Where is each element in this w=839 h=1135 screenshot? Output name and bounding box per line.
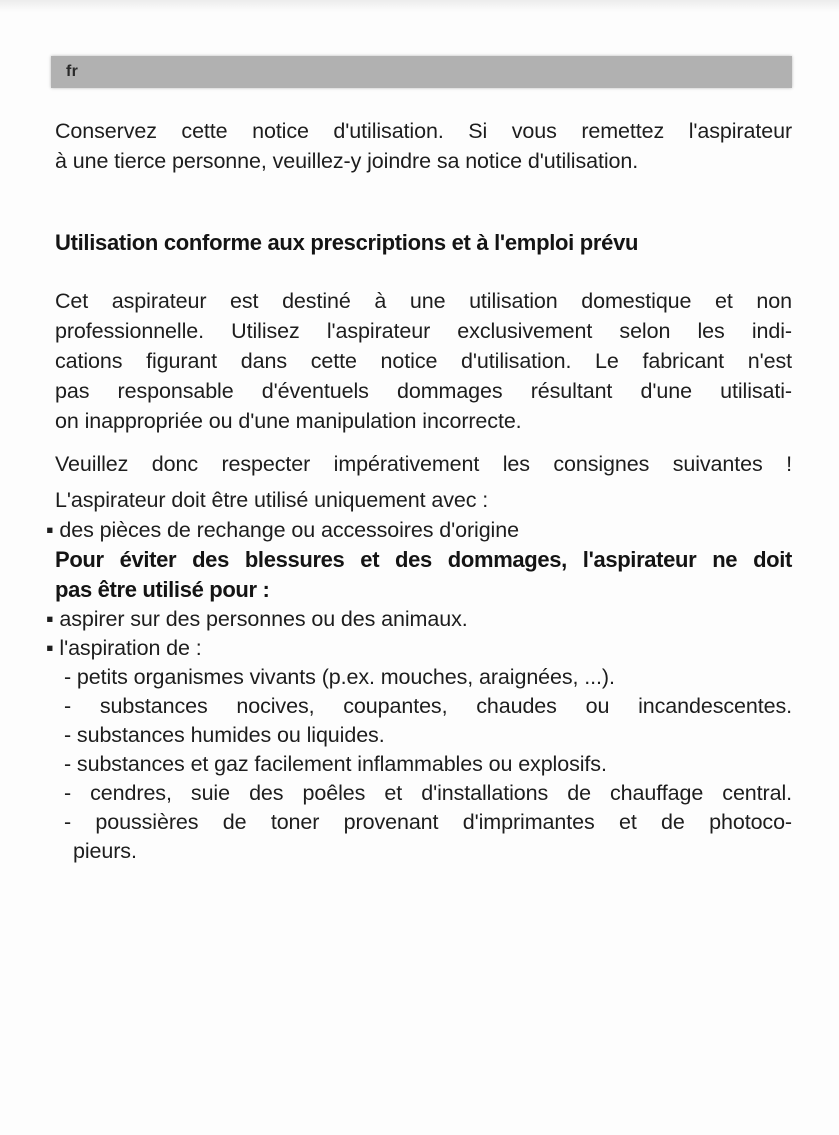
page-content [46, 0, 792, 866]
text-line: - cendres, suie des poêles et d'installations de chauffage central. [64, 781, 792, 805]
paragraph-allowed-accessories [46, 485, 792, 545]
text-line: ▪ aspirer sur des personnes ou des animaux. [46, 607, 468, 631]
text-line: cations figurant dans cette notice d'utilisation. Le fabricant n'est [55, 349, 792, 373]
text-line: à une tierce personne, veuillez-y joindre sa notice d'utilisation. [55, 149, 639, 173]
paragraph-intended-use [55, 286, 792, 436]
paragraph-respect-consignes [55, 449, 792, 479]
text-line: - poussières de toner provenant d'imprimantes et de photoco- [64, 810, 792, 834]
section-heading-intended-use: Utilisation conforme aux prescriptions et à l'emploi prévu [55, 230, 639, 255]
text-line: Cet aspirateur est destiné à une utilisation domestique et non [55, 289, 792, 313]
text-line: professionnelle. Utilisez l'aspirateur exclusivement selon les indi- [55, 319, 792, 343]
text-line: pas être utilisé pour : [55, 577, 270, 602]
prohibited-uses-list [46, 605, 792, 866]
text-line: Veuillez donc respecter impérativement les consignes suivantes ! [55, 452, 792, 476]
text-line: Conservez cette notice d'utilisation. Si vous remettez l'aspirateur [55, 119, 792, 143]
text-line: - substances humides ou liquides. [64, 723, 385, 747]
text-line: - petits organismes vivants (p.ex. mouches, araignées, ...). [64, 665, 615, 689]
text-line: ▪ des pièces de rechange ou accessoires d'origine [46, 518, 519, 542]
text-line: ▪ l'aspiration de : [46, 636, 202, 660]
text-line: - substances nocives, coupantes, chaudes ou incandescentes. [64, 694, 792, 718]
text-line: pieurs. [73, 839, 137, 863]
text-line: on inappropriée ou d'une manipulation incorrecte. [55, 409, 522, 433]
warning-heading [55, 545, 792, 605]
text-line: - substances et gaz facilement inflammables ou explosifs. [64, 752, 607, 776]
text-line: pas responsable d'éventuels dommages résultant d'une utilisati- [55, 379, 792, 403]
language-label: fr [66, 63, 79, 80]
text-line: Pour éviter des blessures et des dommages, l'aspirateur ne doit [55, 547, 792, 572]
text-line: L'aspirateur doit être utilisé uniquement avec : [55, 488, 489, 512]
paragraph-keep-notice [55, 116, 792, 176]
